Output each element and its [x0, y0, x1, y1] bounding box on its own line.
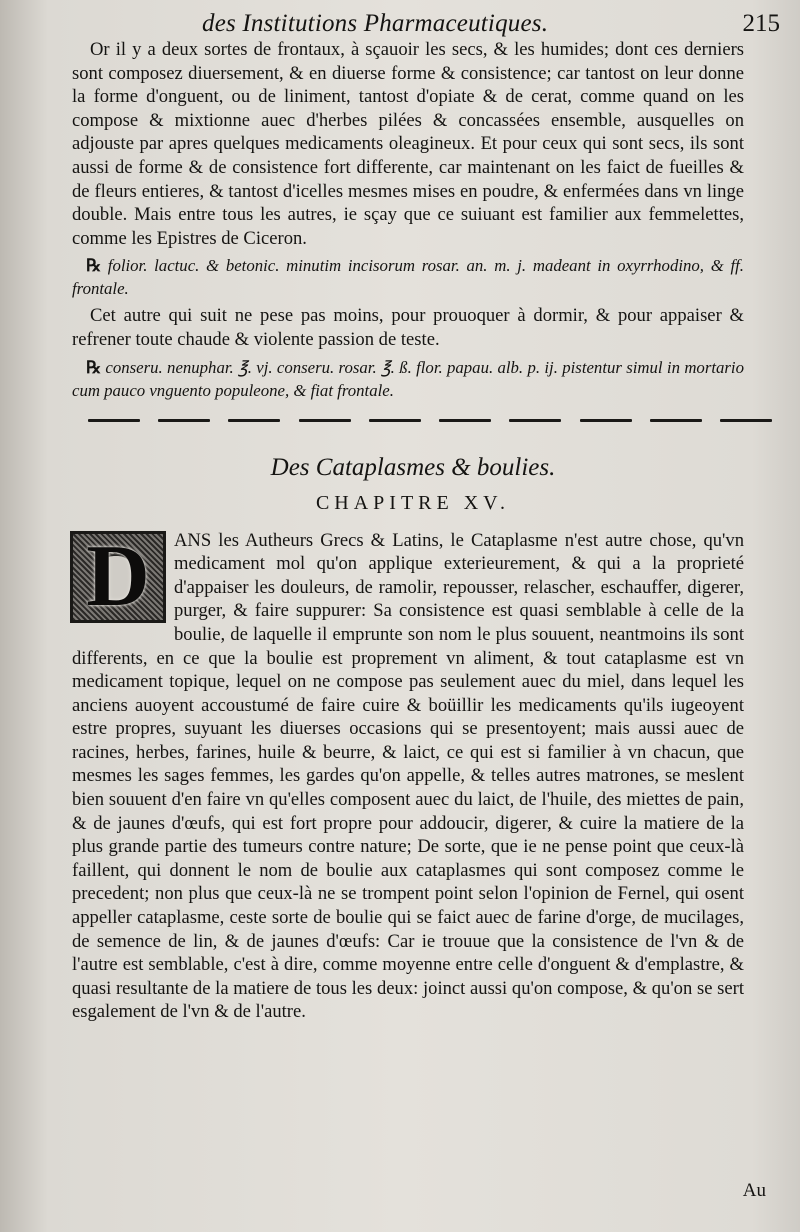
recipe-2	[72, 356, 744, 402]
drop-cap-ornament-icon	[70, 527, 166, 625]
chapter-body	[72, 529, 744, 1024]
section-divider	[88, 416, 772, 426]
chapter-paragraph: ANS les Autheurs Grecs & Latins, le Cataplasme n'est autre chose, qu'vn medicament mol qu'on applique exterieurement, & qui a la proprieté d'appaiser les douleurs, de ramolir, repousser, relascher, eschauffer, digerer, purger, & faire suppurer: Sa consistence est quasi semblable à celle de la boulie, de laquelle il emprunte son nom le plus souuent, neantmoins ils sont differents, en ce que la boulie est proprement vn aliment, & tout cataplasme est vn medicament topique, lequel on ne compose pas seulement auec du miel, dans lequel les anciens auoyent accoustumé de faire cuire & boüillir les medicaments qu'ils iugeoyent estre propres, suyuant les diuerses occasions qui se presentoyent; mais aussi auec de racines, herbes, farines, huile & beurre, & laict, ce qui est si familier à vn chacun, que mesmes les sages femmes, les gardes qu'on appelle, & telles autres matrones, se meslent bien souuent d'en faire vn qu'elles composent auec du laict, de l'huile, des miettes de pain, & de jaunes d'œufs, qui est fort propre pour addoucir, digerer, & cuire la matiere de la plus grande partie des tumeurs contre nature; De sorte, que ie ne pense point que ceux-là faillent, qui donnent le nom de boulie aux cataplasmes qui sont composez comme le precedent; non plus que ceux-là ne se trompent point selon l'opinion de Fernel, qui osent appeller cataplasme, ceste sorte de boulie qui se faict auec de farine d'orge, de mucilages, de semence de lin, & de jaunes d'œufs: Car ie trouue que la consistence de l'vn & de l'autre est semblable, c'est à dire, comme moyenne entre celle d'onguent & d'emplastre, & quasi resultante de la matiere de tous les deux: joinct aussi qu'on compose, & qu'on se sert esgalement de l'vn & de l'autre.	[72, 529, 744, 1023]
chapter-heading: CHAPITRE XV.	[315, 491, 511, 514]
recipe-symbol-icon: ℞	[86, 256, 102, 276]
catchword: Au	[742, 1180, 766, 1201]
recipe-2-text: conseru. nenuphar. ℥. vj. conseru. rosar. ℥. ß. flor. papau. alb. p. ij. pistentur simul in mortario cum pauco vnguento populeone, & fiat frontale.	[72, 357, 744, 400]
drop-cap-letter: D	[86, 527, 150, 625]
recipe-1-text: folior. lactuc. & betonic. minutim incisorum rosar. an. m. j. madeant in oxyrrhodino, & ff. frontale.	[72, 256, 744, 299]
page-number: 215	[742, 10, 780, 37]
paragraph-frontaux: Or il y a deux sortes de frontaux, à sçauoir les secs, & les humides; dont ces derniers sont composez diuersement, & en diuerse forme & consistence; car tantost on leur donne la forme d'onguent, ou de liniment, tantost d'opiate & de cerat, comme quand on les compose & mixtionne auec d'herbes pilées & concassées ensemble, ausquelles on adjouste par apres quelques medicaments oleagineux. Et pour ceux qui sont secs, ils sont aussi de forme & de consistence fort differente, car maintenant on les faict de fueilles & de fleurs entieres, & tantost d'icelles mesmes mises en poudre, & enfermées dans vn linge double. Mais entre tous les autres, ie sçay que ce suiuant est familier aux femmelettes, comme les Epistres de Ciceron.	[72, 39, 744, 249]
page-header	[72, 6, 780, 38]
running-title: des Institutions Pharmaceutiques.	[202, 10, 549, 37]
recipe-symbol-icon: ℞	[86, 357, 102, 377]
section-title: Des Cataplasmes & boulies.	[270, 453, 556, 481]
paragraph-dormir: Cet autre qui suit ne pese pas moins, pour prouoquer à dormir, & pour appaiser & refrener toute chaude & violente passion de teste.	[72, 305, 744, 350]
recipe-1	[72, 254, 744, 300]
